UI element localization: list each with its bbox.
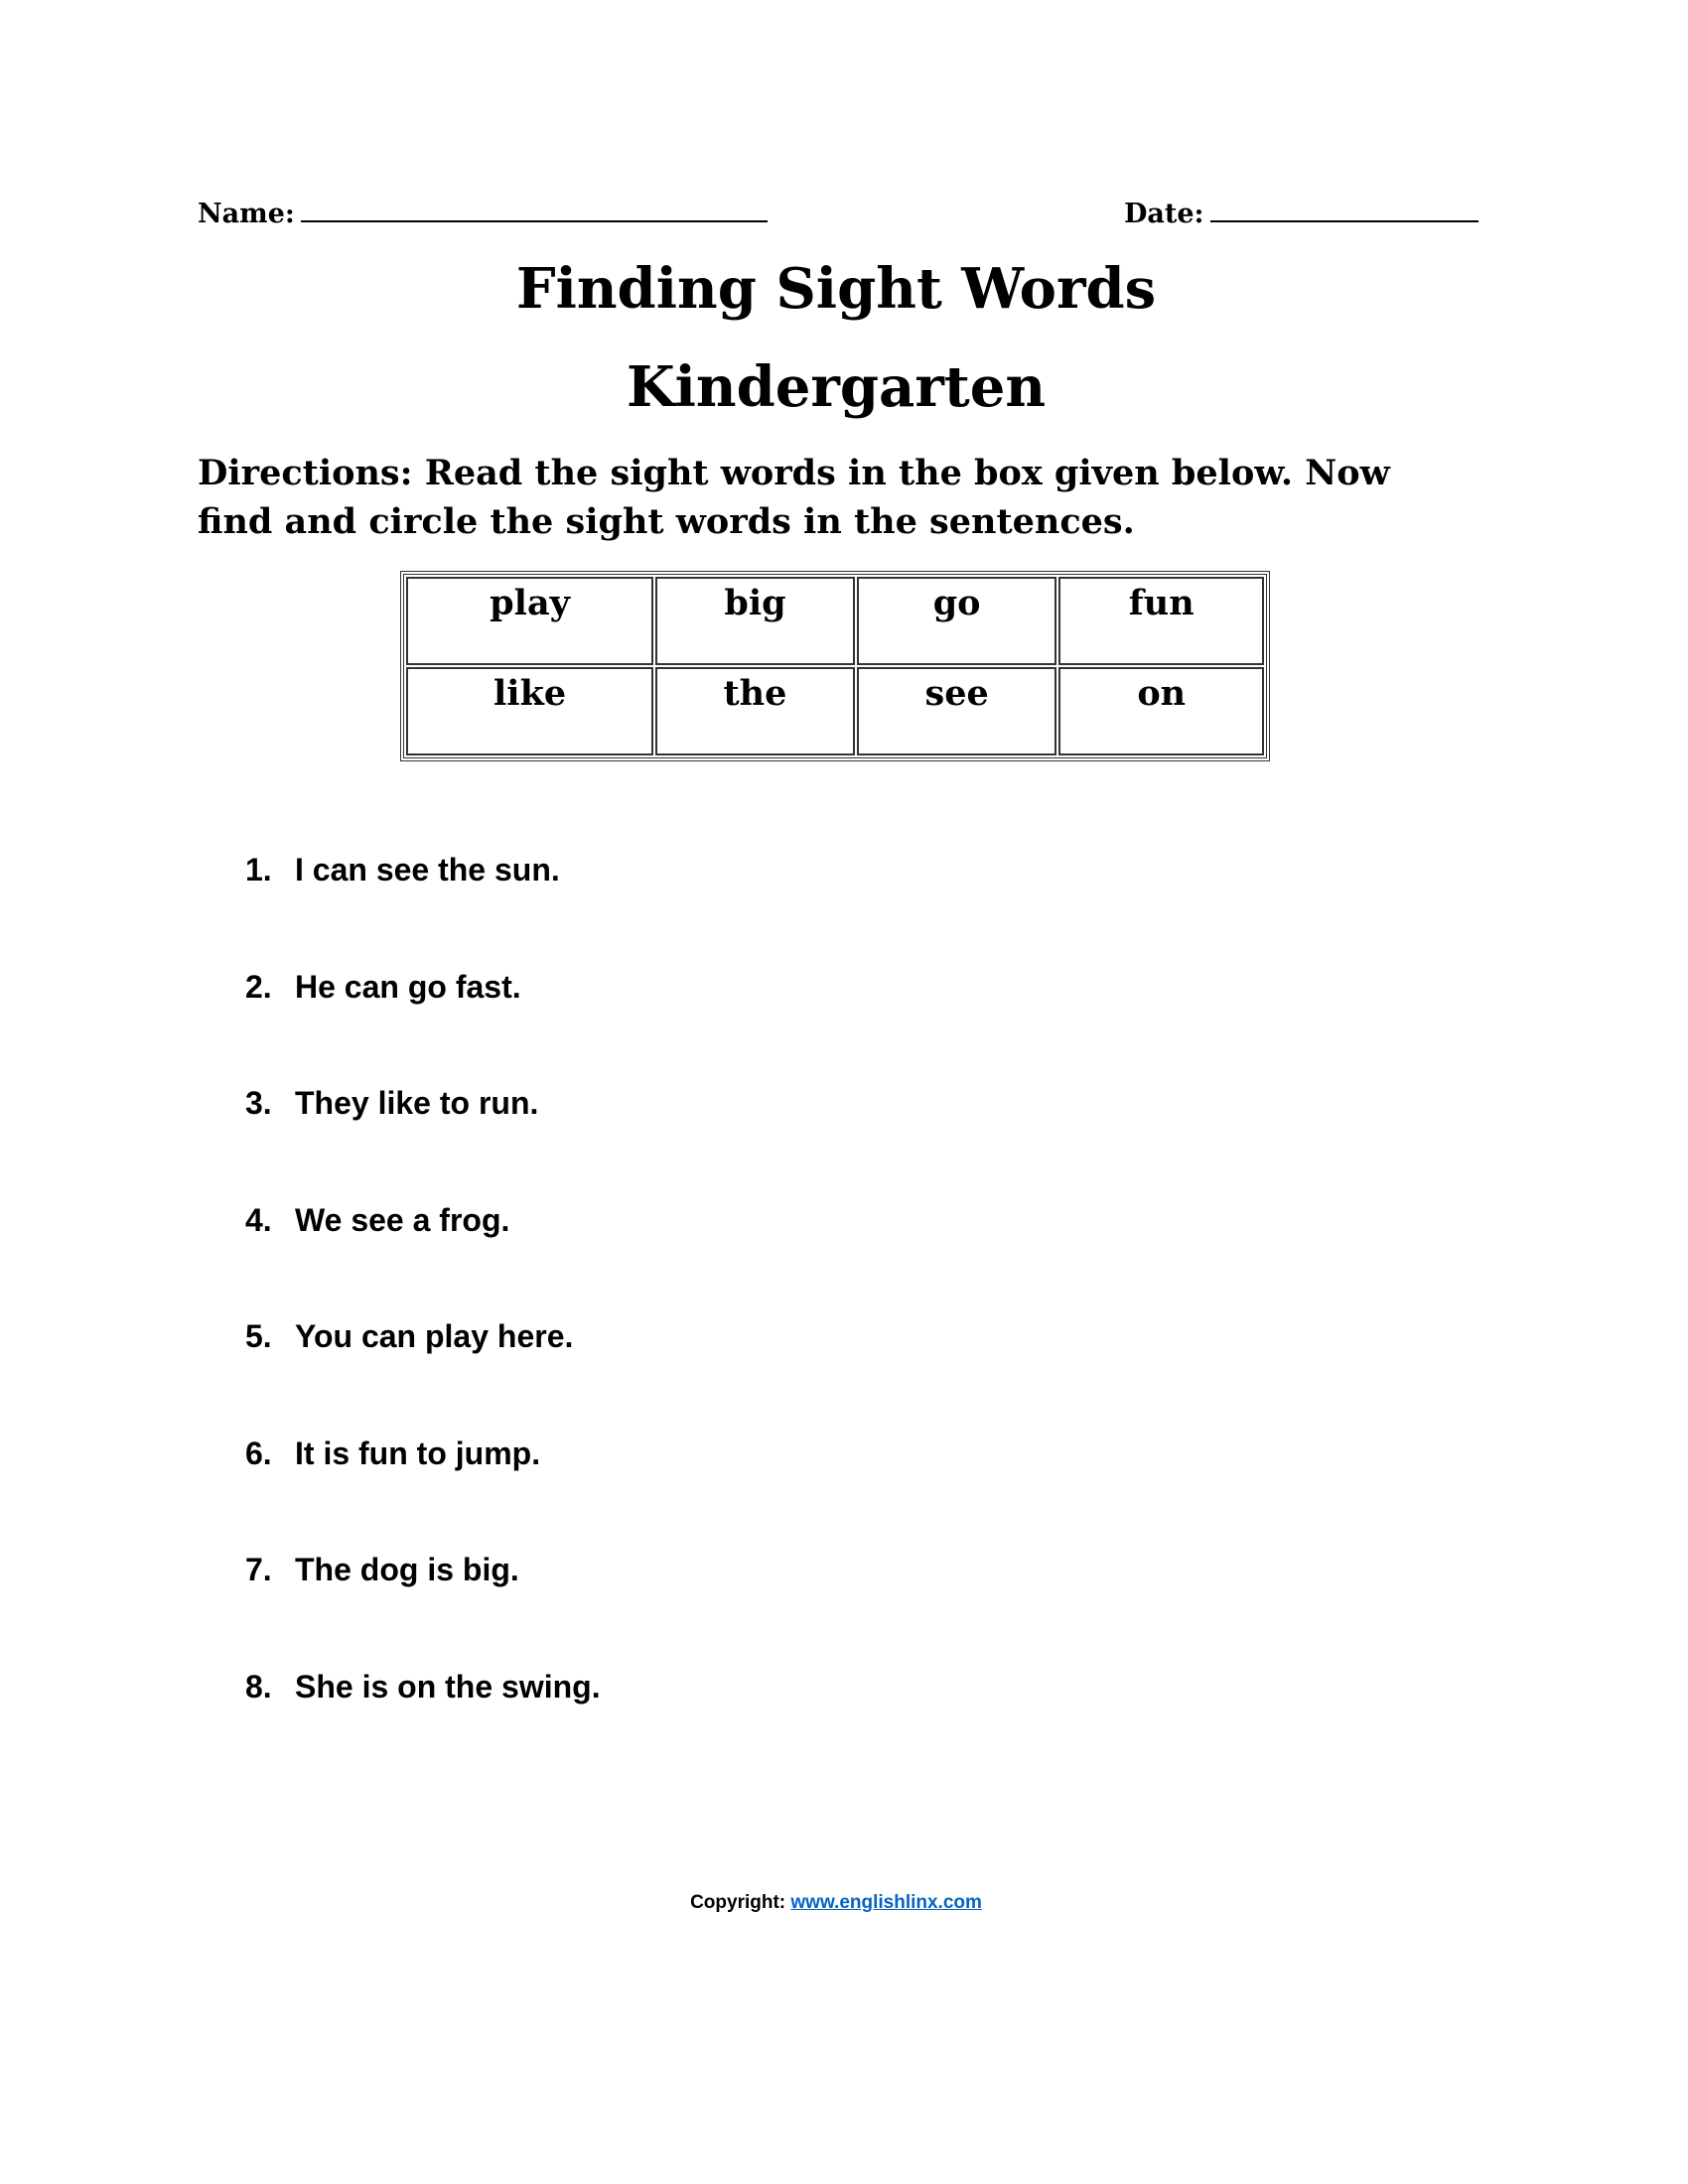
sentence-item — [245, 1318, 573, 1355]
sentence-item — [245, 1552, 519, 1588]
word-cell: like — [406, 667, 653, 755]
copyright — [0, 1892, 1672, 1914]
directions: Directions: Read the sight words in the box given below. Now find and circle the sight words in the sentences. — [198, 453, 1390, 542]
sentence-number: 2. — [245, 969, 272, 1005]
sentence-item — [245, 1669, 601, 1706]
sentence-text: It is fun to jump. — [295, 1435, 541, 1471]
sentence-item — [245, 1202, 509, 1239]
page-subtitle: Kindergarten — [626, 354, 1047, 420]
sentence-number: 1. — [245, 852, 272, 887]
sentence-text: The dog is big. — [295, 1552, 519, 1587]
word-cell: big — [655, 577, 855, 665]
sight-word-box — [400, 571, 1270, 761]
sentence-number: 5. — [245, 1318, 272, 1354]
sentence-number: 8. — [245, 1669, 272, 1705]
date-field — [1124, 199, 1478, 229]
copyright-label: Copyright: — [690, 1892, 786, 1913]
word-cell: see — [857, 667, 1057, 755]
sentence-number: 3. — [245, 1085, 272, 1121]
word-cell: on — [1058, 667, 1264, 755]
sentence-item — [245, 1435, 540, 1472]
sentence-item — [245, 1085, 538, 1122]
sentence-text: He can go fast. — [295, 969, 521, 1005]
sentence-text: We see a frog. — [295, 1202, 510, 1238]
name-line[interactable] — [301, 199, 768, 222]
sentence-item — [245, 969, 521, 1006]
sentence-text: You can play here. — [295, 1318, 574, 1354]
word-cell: go — [857, 577, 1057, 665]
date-label: Date: — [1124, 199, 1204, 229]
page-title: Finding Sight Words — [515, 256, 1157, 322]
word-cell: play — [406, 577, 653, 665]
word-cell: fun — [1058, 577, 1264, 665]
name-field — [198, 199, 768, 229]
word-row — [406, 667, 1264, 755]
name-label: Name: — [198, 199, 295, 229]
sentence-number: 4. — [245, 1202, 272, 1238]
word-row — [406, 577, 1264, 665]
word-cell: the — [655, 667, 855, 755]
sentence-text: She is on the swing. — [295, 1669, 601, 1705]
sentence-number: 6. — [245, 1435, 272, 1471]
sentence-item — [245, 852, 560, 888]
copyright-link[interactable]: www.englishlinx.com — [790, 1892, 982, 1913]
sentence-number: 7. — [245, 1552, 272, 1587]
sentence-text: I can see the sun. — [295, 852, 560, 887]
sentence-text: They like to run. — [295, 1085, 539, 1121]
date-line[interactable] — [1210, 199, 1478, 222]
